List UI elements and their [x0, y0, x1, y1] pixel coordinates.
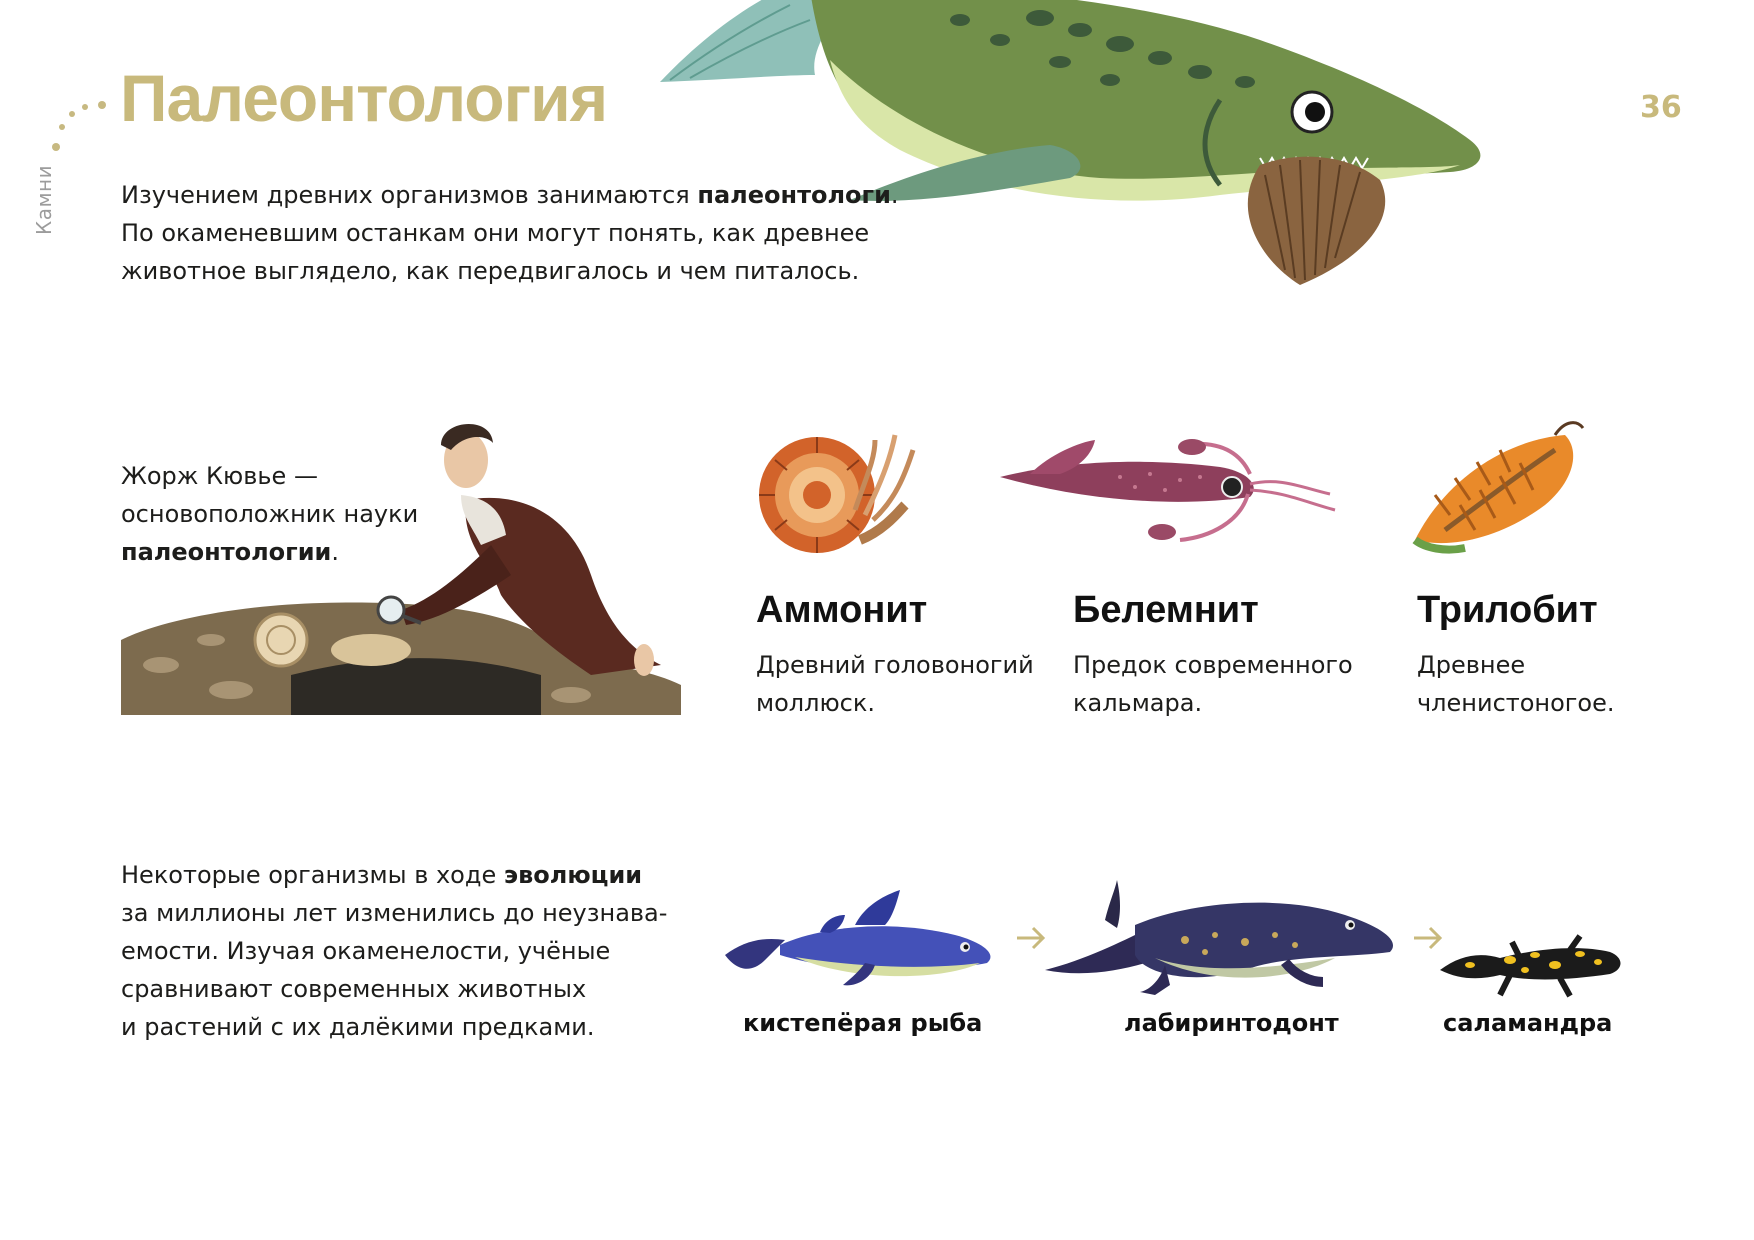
- ammonite-illustration: [755, 420, 925, 570]
- page-title: Палеонтология: [120, 61, 608, 135]
- fossil-name-belemnite: Белемнит: [1073, 589, 1259, 631]
- lobe-finned-fish-illustration: [725, 885, 1000, 990]
- intro-line-2: По окаменевшим останкам они могут понять, как древнее: [121, 219, 870, 247]
- evolution-label-fish: кистепёрая рыба: [743, 1009, 983, 1037]
- evolution-label-labyrinthodont: лабиринтодонт: [1124, 1009, 1339, 1037]
- fossil-name-ammonite: Аммонит: [756, 589, 928, 631]
- section-label: Камни: [32, 164, 56, 235]
- intro-bold-term: палеонтологи: [697, 181, 891, 209]
- cuvier-illustration: [121, 425, 681, 715]
- trilobite-illustration: [1405, 420, 1590, 560]
- fossil-desc-ammonite: Древний головоногий моллюск.: [756, 651, 1034, 717]
- evolution-line-1: Некоторые организмы в ходе эволюции: [121, 861, 643, 889]
- evolution-label-salamander: саламандра: [1443, 1009, 1613, 1037]
- evolution-line-5: и растений с их далёкими предками.: [121, 1013, 595, 1041]
- page-number: 36: [1640, 90, 1682, 125]
- fossil-desc-trilobite: Древнее членистоногое.: [1417, 651, 1615, 717]
- intro-paragraph: [121, 176, 921, 290]
- evolution-line-4: сравнивают современных животных: [121, 975, 587, 1003]
- labyrinthodont-illustration: [1045, 880, 1400, 1005]
- evolution-line-3: емости. Изучая окаменелости, учёные: [121, 937, 611, 965]
- salamander-illustration: [1440, 930, 1625, 1000]
- cuvier-line-3: палеонтологии.: [121, 538, 339, 566]
- evolution-line-2: за миллионы лет изменились до неузнава-: [121, 899, 668, 927]
- intro-line-3: животное выглядело, как передвигалось и чем питалось.: [121, 257, 860, 285]
- fossil-desc-belemnite: Предок современного кальмара.: [1073, 651, 1353, 717]
- evolution-arrow-1: [1015, 925, 1047, 951]
- cuvier-line-2: основоположник науки: [121, 500, 419, 528]
- belemnite-illustration: [1000, 432, 1340, 552]
- fossil-name-trilobite: Трилобит: [1417, 589, 1598, 631]
- intro-line-1: Изучением древних организмов занимаются палеонтологи.: [121, 181, 899, 209]
- cuvier-line-1: Жорж Кювье —: [121, 462, 318, 490]
- evolution-paragraph: [121, 856, 681, 1046]
